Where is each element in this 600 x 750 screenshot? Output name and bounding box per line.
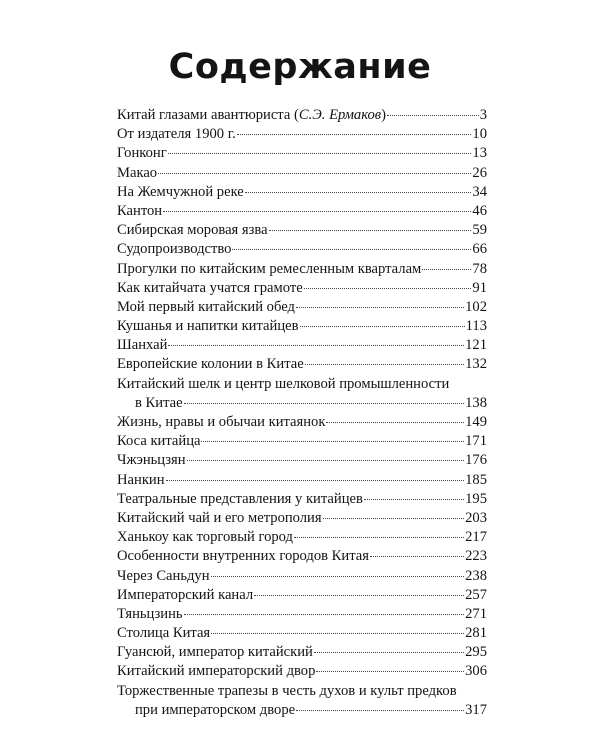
toc-entry-title-part: Судопроизводство — [117, 241, 232, 258]
toc-entry-title-part: Китайский чай и его метрополия — [117, 509, 322, 526]
toc-entry-continuation[interactable] — [117, 394, 487, 413]
toc-entry-title: Китайский шелк и центр шелковой промышленности — [117, 375, 450, 392]
toc-page-number: 102 — [465, 298, 487, 315]
toc-entry-title — [117, 279, 303, 298]
toc-entry-title-part: ) — [381, 107, 386, 123]
dot-leader — [422, 269, 471, 270]
toc-entry-title — [117, 317, 299, 336]
toc-entry-title-continued: в Китае — [135, 394, 183, 411]
toc-entry-title — [117, 662, 315, 681]
toc-page-number: 185 — [465, 471, 487, 488]
toc-entry[interactable] — [117, 106, 487, 125]
toc-page-number: 26 — [472, 164, 487, 181]
toc-page-number: 317 — [465, 701, 487, 718]
toc-entry[interactable] — [117, 260, 487, 279]
toc-page-number: 271 — [465, 605, 487, 622]
toc-entry-title-part: Ханькоу как торговый город — [117, 529, 293, 546]
toc-entry[interactable] — [117, 336, 487, 355]
toc-entry-title — [117, 490, 363, 509]
dot-leader — [187, 460, 465, 461]
toc-entry[interactable] — [117, 643, 487, 662]
toc-entry-title-part: Как китайчата учатся грамоте — [117, 279, 303, 296]
toc-entry[interactable] — [117, 451, 487, 470]
dot-leader — [168, 153, 472, 154]
toc-entry-title-part: Чжэньцзян — [117, 452, 186, 469]
toc-page-number: 195 — [465, 490, 487, 507]
toc-entry-title — [117, 643, 313, 662]
toc-entry[interactable] — [117, 317, 487, 336]
toc-entry-title-part: Жизнь, нравы и обычаи китаянок — [117, 414, 326, 430]
dot-leader — [300, 326, 465, 327]
dot-leader — [387, 115, 479, 116]
dot-leader — [296, 307, 464, 308]
dot-leader — [305, 364, 464, 365]
dot-leader — [232, 249, 471, 250]
toc-entry-title — [117, 624, 210, 643]
toc-entry-title-part: Тяньцзинь — [117, 605, 183, 622]
toc-entry[interactable] — [117, 662, 487, 681]
toc-page-number: 257 — [465, 586, 487, 603]
toc-page-number: 295 — [465, 644, 487, 661]
toc-page-number: 46 — [472, 202, 487, 219]
dot-leader — [184, 614, 465, 615]
toc-entry-title — [117, 106, 386, 125]
dot-leader — [364, 499, 464, 500]
toc-entry-title-part: Гуансюй, император китайский — [117, 644, 313, 661]
dot-leader — [245, 192, 472, 193]
toc-page-number: 78 — [472, 260, 487, 277]
toc-entry-title — [117, 298, 295, 317]
dot-leader — [294, 537, 464, 538]
toc-entry[interactable] — [117, 221, 487, 240]
toc-entry-title — [117, 432, 200, 451]
toc-page-number: 3 — [479, 107, 487, 123]
toc-entry-title-part: Столица Китая — [117, 625, 211, 642]
toc-page-number: 59 — [472, 222, 487, 239]
page-title: Содержание — [168, 47, 432, 87]
toc-entry-title-part: Гонконг — [117, 145, 167, 162]
toc-entry-title — [117, 567, 210, 586]
toc-entry-title — [117, 164, 157, 183]
toc-entry-title-part: Мой первый китайский обед — [117, 298, 295, 315]
toc-entry-title — [117, 336, 167, 355]
table-of-contents — [117, 106, 487, 720]
dot-leader — [166, 480, 465, 481]
toc-page-number: 217 — [465, 529, 487, 546]
dot-leader — [314, 652, 464, 653]
toc-entry[interactable] — [117, 547, 487, 566]
toc-entry-title — [117, 221, 268, 240]
toc-page-number: 281 — [465, 625, 487, 642]
toc-entry[interactable] — [117, 624, 487, 643]
dot-leader — [323, 518, 465, 519]
toc-page-number: 223 — [465, 548, 487, 565]
toc-entry-title-part: Через Саньдун — [117, 567, 210, 584]
toc-page-number: 171 — [465, 433, 487, 450]
toc-entry[interactable] — [117, 355, 487, 374]
toc-entry[interactable] — [117, 432, 487, 451]
toc-entry-title-part: Коса китайца — [117, 433, 201, 450]
toc-entry-title — [117, 260, 421, 279]
dot-leader — [370, 556, 464, 557]
toc-entry-title — [117, 586, 253, 605]
toc-entry-title-part: Китайский императорский двор — [117, 663, 316, 680]
toc-entry[interactable] — [117, 279, 487, 298]
toc-entry[interactable] — [117, 471, 487, 490]
dot-leader — [201, 441, 464, 442]
toc-page-number: 203 — [465, 509, 487, 526]
dot-leader — [158, 173, 471, 174]
dot-leader — [254, 595, 464, 596]
toc-entry-title-part: Кушанья и напитки китайцев — [117, 318, 299, 335]
toc-page-number: 34 — [472, 183, 487, 200]
toc-entry-title — [117, 451, 186, 470]
toc-page-number: 306 — [465, 663, 487, 680]
toc-page-number: 10 — [472, 126, 487, 143]
toc-page-number: 132 — [465, 356, 487, 373]
toc-entry-title — [117, 605, 183, 624]
toc-entry-title-part: Макао — [117, 164, 158, 181]
toc-entry-title — [117, 413, 325, 432]
dot-leader — [316, 671, 464, 672]
toc-entry-title — [117, 202, 162, 221]
toc-entry[interactable] — [117, 586, 487, 605]
toc-page-number: 121 — [465, 337, 487, 354]
toc-entry-title — [117, 528, 293, 547]
toc-entry[interactable] — [117, 509, 487, 528]
toc-entry-title-part: Китай глазами авантюриста ( — [117, 107, 299, 123]
toc-entry-title-part: Европейские колонии в Китае — [117, 356, 304, 373]
toc-entry-title-part: От издателя 1900 г. — [117, 126, 236, 143]
toc-entry-title-part: Сибирская моровая язва — [117, 222, 268, 239]
toc-page-number: 149 — [465, 414, 487, 430]
toc-entry[interactable] — [117, 375, 487, 394]
toc-entry-author: С.Э. Ермаков — [298, 107, 382, 123]
dot-leader — [237, 134, 472, 135]
dot-leader — [326, 422, 464, 423]
dot-leader — [269, 230, 472, 231]
dot-leader — [296, 710, 464, 711]
dot-leader — [211, 576, 465, 577]
toc-page-number: 113 — [465, 318, 487, 335]
toc-entry-title-part: Особенности внутренних городов Китая — [117, 548, 369, 565]
toc-page-number: 13 — [472, 145, 487, 162]
toc-page-number: 176 — [465, 452, 487, 469]
toc-entry-title — [117, 144, 167, 163]
toc-entry-title — [117, 471, 165, 490]
toc-page-number: 66 — [472, 241, 487, 258]
toc-entry[interactable] — [117, 605, 487, 624]
toc-entry-title — [117, 509, 322, 528]
toc-entry-title-part: Нанкин — [117, 471, 165, 488]
toc-entry-title-part: Прогулки по китайским ремесленным кварталам — [117, 260, 422, 277]
toc-page-number: 138 — [465, 394, 487, 411]
toc-entry[interactable] — [117, 125, 487, 144]
toc-entry[interactable] — [117, 164, 487, 183]
toc-entry-title-part: Императорский канал — [117, 586, 254, 603]
toc-entry-title-part: Театральные представления у китайцев — [117, 490, 363, 507]
toc-entry-title-part: На Жемчужной реке — [117, 183, 244, 200]
toc-entry[interactable] — [117, 183, 487, 202]
toc-entry[interactable] — [117, 240, 487, 259]
toc-entry-title-part: Кантон — [117, 202, 163, 219]
toc-entry[interactable] — [117, 298, 487, 317]
toc-entry-title-continued: при императорском дворе — [135, 701, 296, 718]
toc-entry[interactable] — [117, 682, 487, 701]
toc-page-number: 238 — [465, 567, 487, 584]
dot-leader — [211, 633, 464, 634]
dot-leader — [184, 403, 465, 404]
toc-entry[interactable] — [117, 528, 487, 547]
toc-entry-title — [117, 355, 304, 374]
toc-page-number: 91 — [472, 279, 487, 296]
toc-entry[interactable] — [117, 202, 487, 221]
toc-entry[interactable] — [117, 144, 487, 163]
toc-entry-title — [117, 240, 231, 259]
toc-entry-title — [117, 125, 236, 144]
dot-leader — [304, 288, 472, 289]
toc-entry-title-part: Шанхай — [117, 337, 168, 354]
toc-entry-title — [117, 547, 369, 566]
toc-entry[interactable] — [117, 490, 487, 509]
toc-entry-title — [117, 183, 244, 202]
toc-entry[interactable] — [117, 567, 487, 586]
dot-leader — [163, 211, 471, 212]
toc-entry-continuation[interactable] — [117, 701, 487, 720]
toc-entry-title: Торжественные трапезы в честь духов и культ предков — [117, 682, 457, 699]
dot-leader — [168, 345, 464, 346]
toc-entry[interactable] — [117, 413, 487, 432]
